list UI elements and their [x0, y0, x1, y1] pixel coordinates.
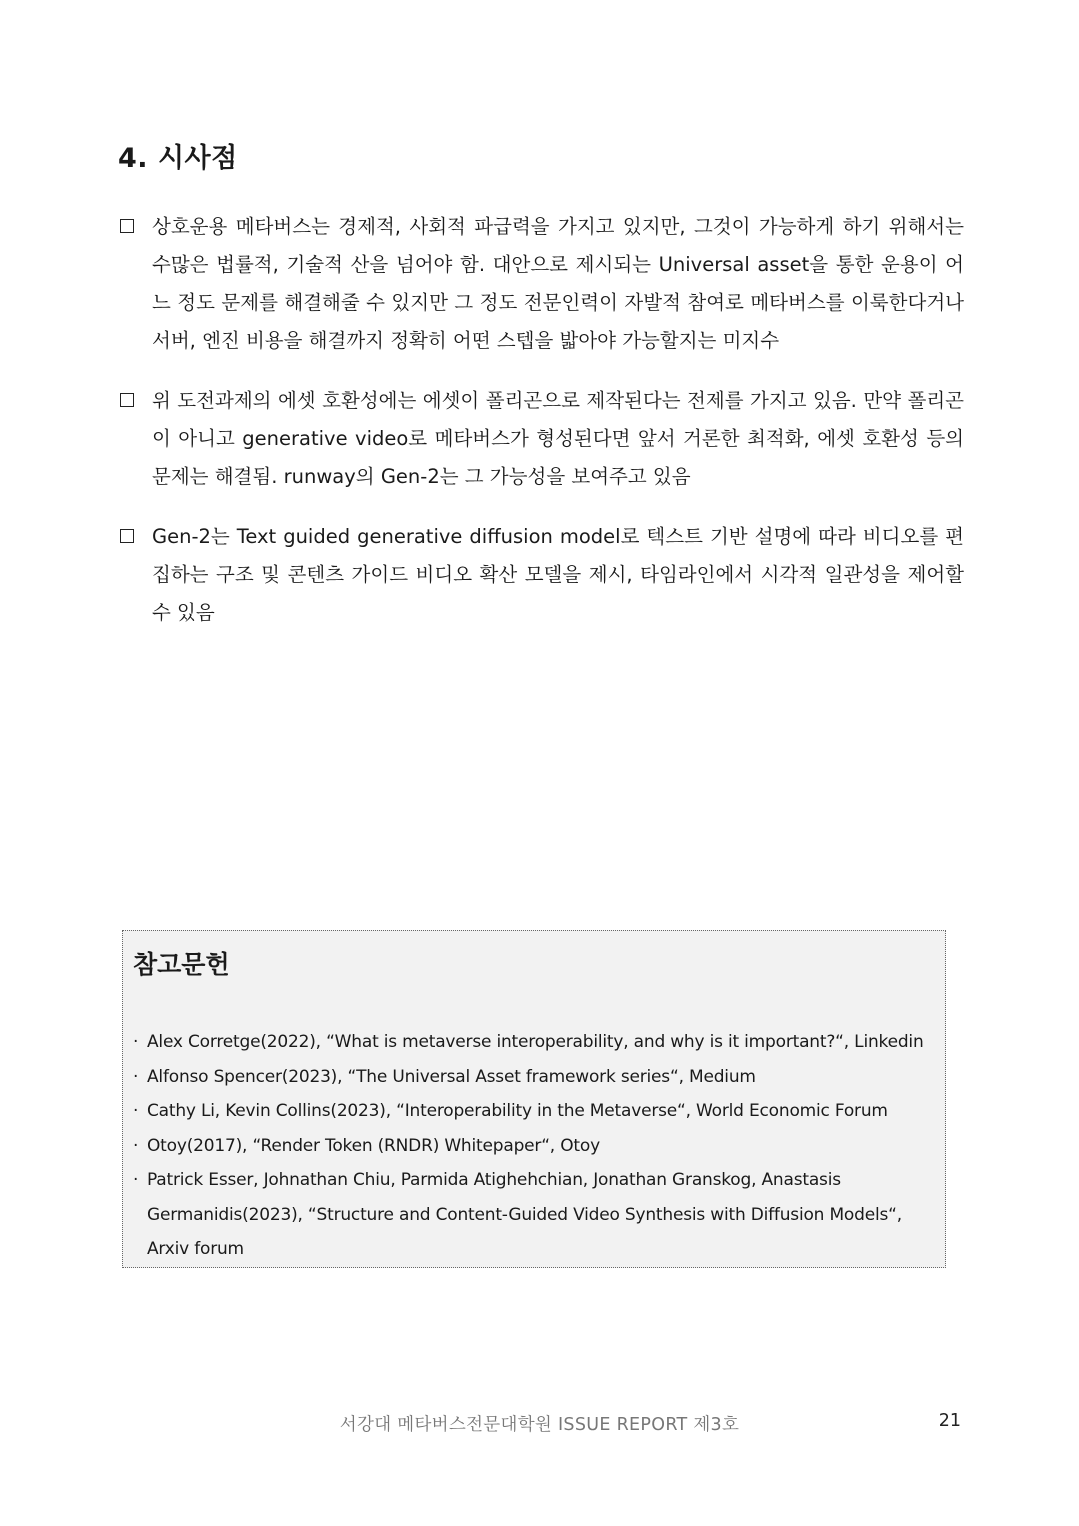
footer-title: 서강대 메타버스전문대학원 ISSUE REPORT 제3호 — [339, 1415, 740, 1435]
reference-item — [133, 1025, 935, 1060]
bullet-text: 상호운용 메타버스는 경제적, 사회적 파급력을 가지고 있지만, 그것이 가능하게 하기 위해서는 수많은 법률적, 기술적 산을 넘어야 함. 대안으로 제시되는 Universal asset을 통한 운용이 어느 정도 문제를 해결해줄 수 있지만 그 정도 전문인력이 자발적 참여로 메타버스를 이룩한다거나 서버, 엔진 비용을 해결까지 정확히 어떤 스텝을 밟아야 가능할지는 미지수 — [152, 215, 964, 352]
checkbox-bullet-icon — [120, 393, 134, 407]
middle-dot-bullet: · — [133, 1101, 139, 1121]
references-box — [122, 930, 946, 1268]
checkbox-bullet-icon — [120, 529, 134, 543]
reference-item — [133, 1163, 935, 1267]
reference-item — [133, 1060, 935, 1095]
section-title: 4. 시사점 — [118, 143, 238, 174]
middle-dot-bullet: · — [133, 1066, 139, 1087]
reference-text: Otoy(2017), “Render Token (RNDR) Whitepaper“, Otoy — [147, 1135, 600, 1156]
bullet-text: 위 도전과제의 에셋 호환성에는 에셋이 폴리곤으로 제작된다는 전제를 가지고 있음. 만약 폴리곤이 아니고 generative video로 메타버스가 형성된다면 앞서 거론한 최적화, 에셋 호환성 등의 문제는 해결됨. runway의 Gen-2는 그 가능성을 보여주고 있음 — [152, 389, 964, 488]
bullet-text: Gen-2는 Text guided generative diffusion model로 텍스트 기반 설명에 따라 비디오를 편집하는 구조 및 콘텐츠 가이드 비디오 확산 모델을 제시, 타임라인에서 시각적 일관성을 제어할 수 있음 — [152, 525, 964, 624]
reference-text: Cathy Li, Kevin Collins(2023), “Interoperability in the Metaverse“, World Economic Forum — [147, 1101, 888, 1121]
checkbox-bullet-icon — [120, 219, 134, 233]
bullet-item — [118, 208, 964, 360]
middle-dot-bullet: · — [133, 1032, 139, 1052]
references-title: 참고문헌 — [133, 950, 230, 979]
reference-text: Alex Corretge(2022), “What is metaverse interoperability, and why is it important?“, Linkedin — [147, 1032, 924, 1052]
middle-dot-bullet: · — [133, 1170, 139, 1190]
reference-item — [133, 1129, 935, 1164]
bullet-item — [118, 382, 964, 496]
bullet-item — [118, 518, 964, 632]
reference-item — [133, 1094, 935, 1129]
bullet-list — [118, 208, 964, 654]
reference-text: Patrick Esser, Johnathan Chiu, Parmida Atighehchian, Jonathan Granskog, Anastasis Germanidis(2023), “Structure and Content-Guided Video Synthesis with Diffusion Models“, Arxiv forum — [147, 1170, 902, 1259]
middle-dot-bullet: · — [133, 1135, 139, 1156]
reference-text: Alfonso Spencer(2023), “The Universal Asset framework series“, Medium — [147, 1066, 756, 1087]
page-number: 21 — [938, 1411, 961, 1431]
reference-list — [133, 1025, 935, 1267]
